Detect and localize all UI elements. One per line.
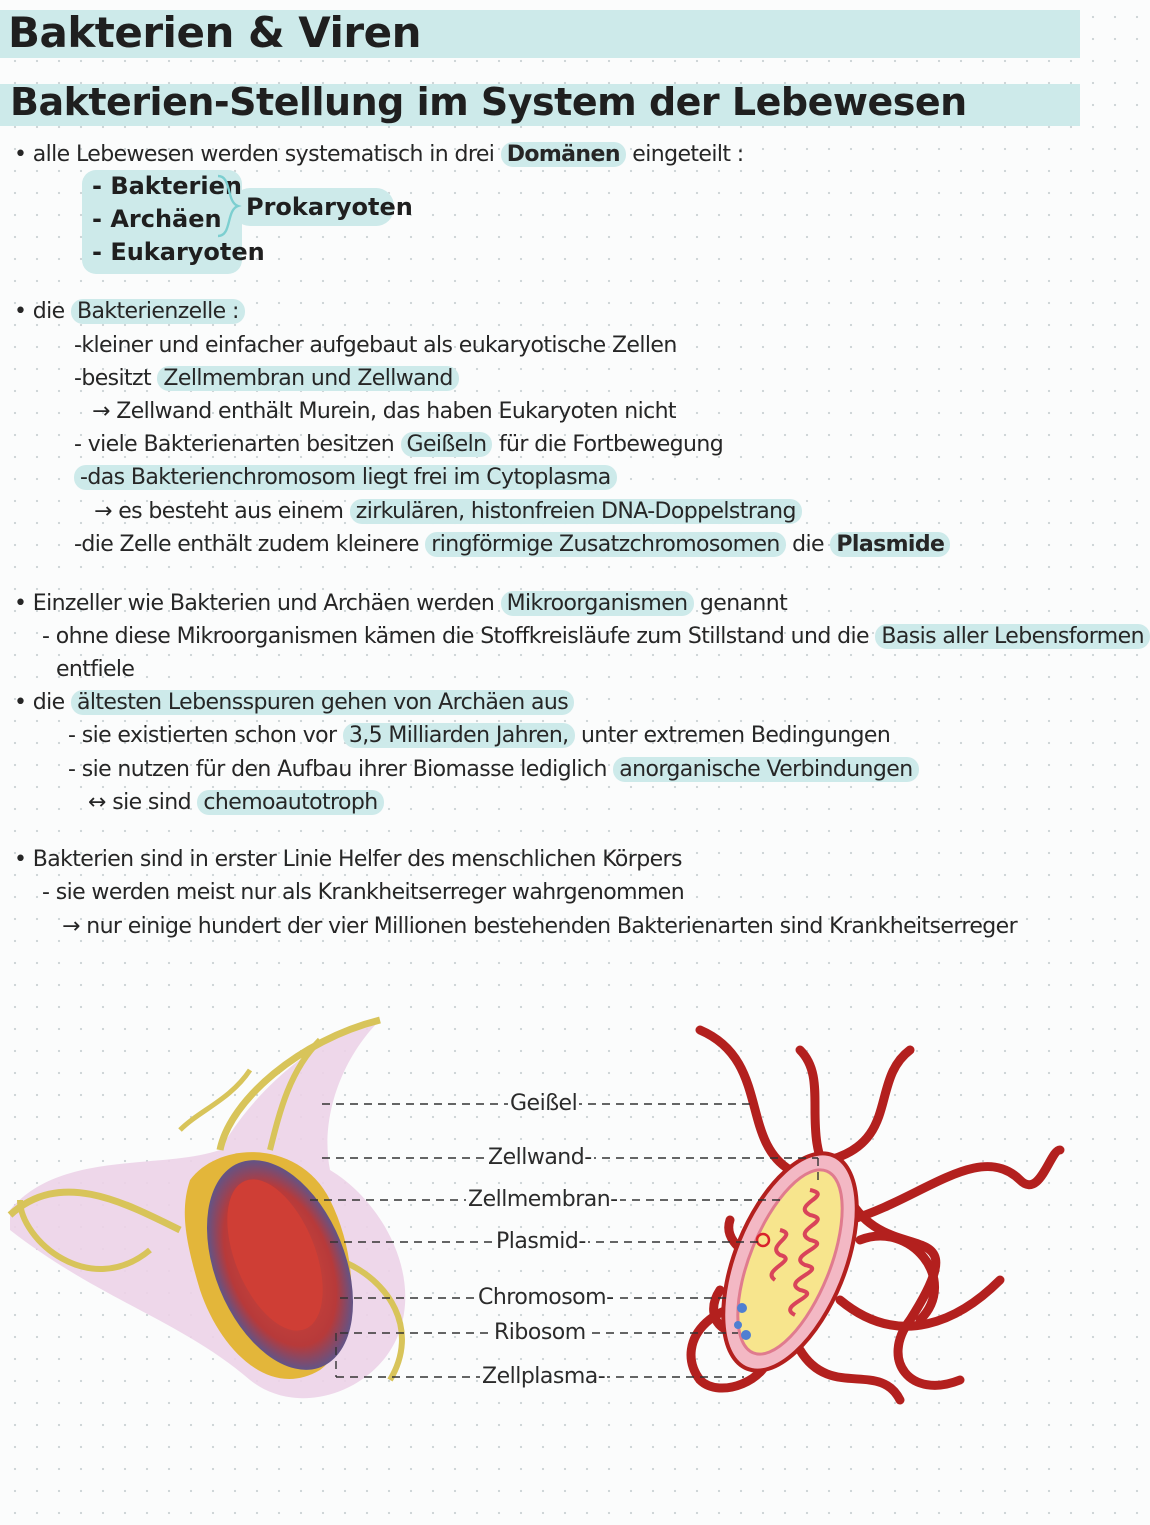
section-title: Bakterien-Stellung im System der Lebewesen	[10, 80, 967, 124]
bakterienarten-line: → nur einige hundert der vier Millionen bestehenden Bakterienarten sind Krankheitserreger	[62, 914, 1018, 939]
page-title: Bakterien & Viren	[8, 8, 421, 57]
bakterienzelle-line-5: -das Bakterienchromosom liegt frei im Cytoplasma	[74, 465, 617, 490]
label-zellmembran: Zellmembran-	[468, 1187, 618, 1212]
helfer-line: • Bakterien sind in erster Linie Helfer des menschlichen Körpers	[14, 847, 682, 872]
label-chromosom: Chromosom-	[478, 1285, 614, 1310]
domain-bakterien: - Bakterien	[92, 172, 242, 200]
bakterienzelle-line-4: - viele Bakterienarten besitzen Geißeln für die Fortbewegung	[74, 432, 724, 457]
stoffkreislauf-line-cont: entfiele	[56, 657, 135, 682]
chemoautotroph-line: ↔ sie sind chemoautotroph	[88, 790, 384, 815]
bakterienzelle-line-2: -besitzt Zellmembran und Zellwand	[74, 366, 459, 391]
krankheitserreger-line: - sie werden meist nur als Krankheitserreger wahrgenommen	[42, 880, 685, 905]
milliarden-line: - sie existierten schon vor 3,5 Milliarden Jahren, unter extremen Bedingungen	[68, 723, 891, 748]
prokaryoten-label: Prokaryoten	[246, 193, 413, 221]
label-plasmid: Plasmid-	[496, 1229, 586, 1254]
domain-eukaryoten: - Eukaryoten	[92, 238, 265, 266]
biomasse-line: - sie nutzen für den Aufbau ihrer Biomasse lediglich anorganische Verbindungen	[68, 757, 919, 782]
bakterienzelle-line-6: → es besteht aus einem zirkulären, histonfreien DNA-Doppelstrang	[94, 499, 802, 524]
stoffkreislauf-line: - ohne diese Mikroorganismen kämen die Stoffkreisläufe zum Stillstand und die Basis aller Lebensformen	[42, 624, 1150, 649]
domains-intro: • alle Lebewesen werden systematisch in drei Domänen eingeteilt :	[14, 142, 744, 167]
label-zellplasma: Zellplasma-	[482, 1364, 606, 1389]
bakterienzelle-line-3: → Zellwand enthält Murein, das haben Eukaryoten nicht	[92, 399, 676, 424]
domain-archaeen: - Archäen	[92, 205, 222, 233]
label-zellwand: Zellwand-	[488, 1145, 592, 1170]
bakterienzelle-heading: • die Bakterienzelle :	[14, 299, 245, 324]
label-geissel: Geißel	[510, 1091, 578, 1116]
bakterienzelle-line-1: -kleiner und einfacher aufgebaut als eukaryotische Zellen	[74, 333, 677, 358]
curly-brace-icon	[214, 174, 244, 238]
bakterienzelle-line-7: -die Zelle enthält zudem kleinere ringförmige Zusatzchromosomen die Plasmide	[74, 532, 950, 557]
label-ribosom: Ribosom	[494, 1320, 586, 1345]
lebensspuren-line: • die ältesten Lebensspuren gehen von Archäen aus	[14, 690, 574, 715]
mikroorganismen-line: • Einzeller wie Bakterien und Archäen werden Mikroorganismen genannt	[14, 591, 788, 616]
